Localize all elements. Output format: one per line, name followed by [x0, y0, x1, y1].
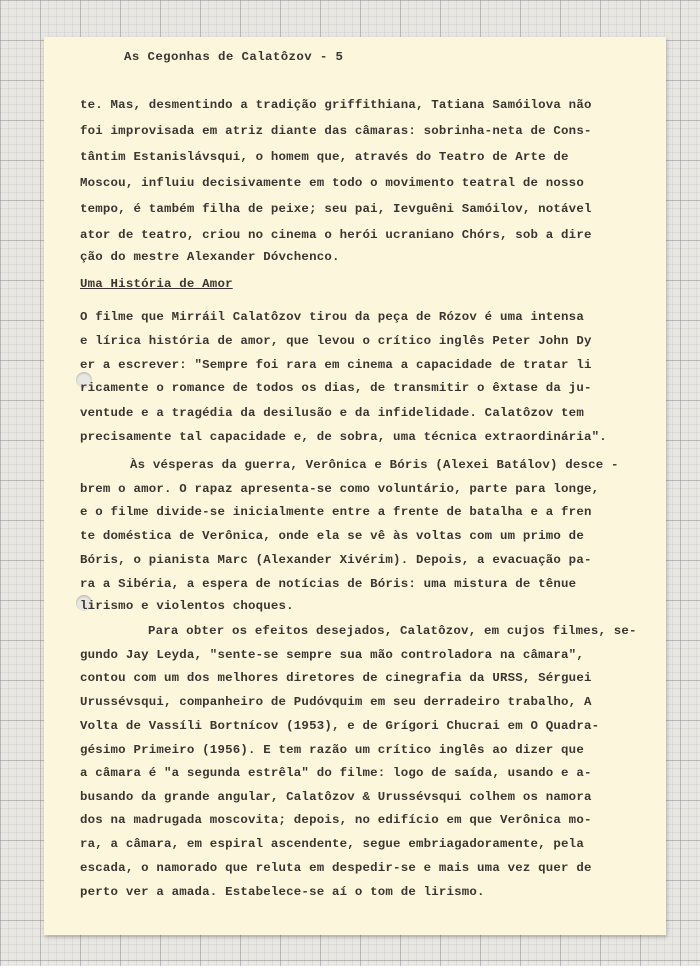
text-line: Moscou, influiu decisivamente em todo o movimento teatral de nosso — [80, 176, 584, 190]
text-line: gésimo Primeiro (1956). E tem razão um crítico inglês ao dizer que — [80, 743, 584, 757]
text-line: brem o amor. O rapaz apresenta-se como voluntário, parte para longe, — [80, 482, 600, 496]
text-line: foi improvisada em atriz diante das câmaras: sobrinha-neta de Cons- — [80, 124, 592, 138]
text-line: contou com um dos melhores diretores de cinegrafia da URSS, Sérguei — [80, 671, 592, 685]
text-line: tempo, é também filha de peixe; seu pai, Ievguêni Samóilov, notável — [80, 202, 592, 216]
text-line: e o filme divide-se inicialmente entre a frente de batalha e a fren — [80, 505, 592, 519]
text-line: a câmara é "a segunda estrêla" do filme: logo de saída, usando e a- — [80, 766, 592, 780]
text-line: tântim Estanislávsqui, o homem que, através do Teatro de Arte de — [80, 150, 569, 164]
text-line: Urussévsqui, companheiro de Pudóvquim em seu derradeiro trabalho, A — [80, 695, 592, 709]
text-line: ventude e a tragédia da desilusão e da infidelidade. Calatôzov tem — [80, 406, 584, 420]
running-header: As Cegonhas de Calatôzov - 5 — [124, 50, 344, 64]
text-line: e lírica história de amor, que levou o crítico inglês Peter John Dy — [80, 334, 592, 348]
text-line: te doméstica de Verônica, onde ela se vê às voltas com um primo de — [80, 529, 584, 543]
text-line: escada, o namorado que reluta em despedir-se e mais uma vez quer de — [80, 861, 592, 875]
text-line: precisamente tal capacidade e, de sobra, uma técnica extraordinária". — [80, 430, 607, 444]
text-line: ção do mestre Alexander Dóvchenco. — [80, 250, 340, 264]
text-line: Para obter os efeitos desejados, Calatôzov, em cujos filmes, se- — [148, 624, 637, 638]
text-line: Às vésperas da guerra, Verônica e Bóris (Alexei Batálov) desce - — [130, 458, 619, 472]
text-line: ra, a câmara, em espiral ascendente, segue embriagadoramente, pela — [80, 837, 584, 851]
text-line: ricamente o romance de todos os dias, de transmitir o êxtase da ju- — [80, 381, 592, 395]
text-line: ator de teatro, criou no cinema o herói ucraniano Chórs, sob a dire — [80, 228, 592, 242]
text-line: Volta de Vassíli Bortnícov (1953), e de Grígori Chucrai em O Quadra- — [80, 719, 600, 733]
text-line: gundo Jay Leyda, "sente-se sempre sua mão controladora na câmara", — [80, 648, 584, 662]
text-line: perto ver a amada. Estabelece-se aí o tom de lirismo. — [80, 885, 485, 899]
text-line: Bóris, o pianista Marc (Alexander Xivérim). Depois, a evacuação pa- — [80, 553, 592, 567]
section-heading: Uma História de Amor — [80, 277, 233, 291]
text-line: busando da grande angular, Calatôzov & Urussévsqui colhem os namora — [80, 790, 592, 804]
text-line: ra a Sibéria, a espera de notícias de Bóris: uma mistura de tênue — [80, 577, 577, 591]
text-line: er a escrever: "Sempre foi rara em cinema a capacidade de tratar li — [80, 358, 592, 372]
text-line: O filme que Mirráil Calatôzov tirou da peça de Rózov é uma intensa — [80, 310, 584, 324]
text-line: te. Mas, desmentindo a tradição griffithiana, Tatiana Samóilova não — [80, 98, 592, 112]
text-line: lirismo e violentos choques. — [80, 599, 294, 613]
text-line: dos na madrugada moscovita; depois, no edifício em que Verônica mo- — [80, 813, 592, 827]
